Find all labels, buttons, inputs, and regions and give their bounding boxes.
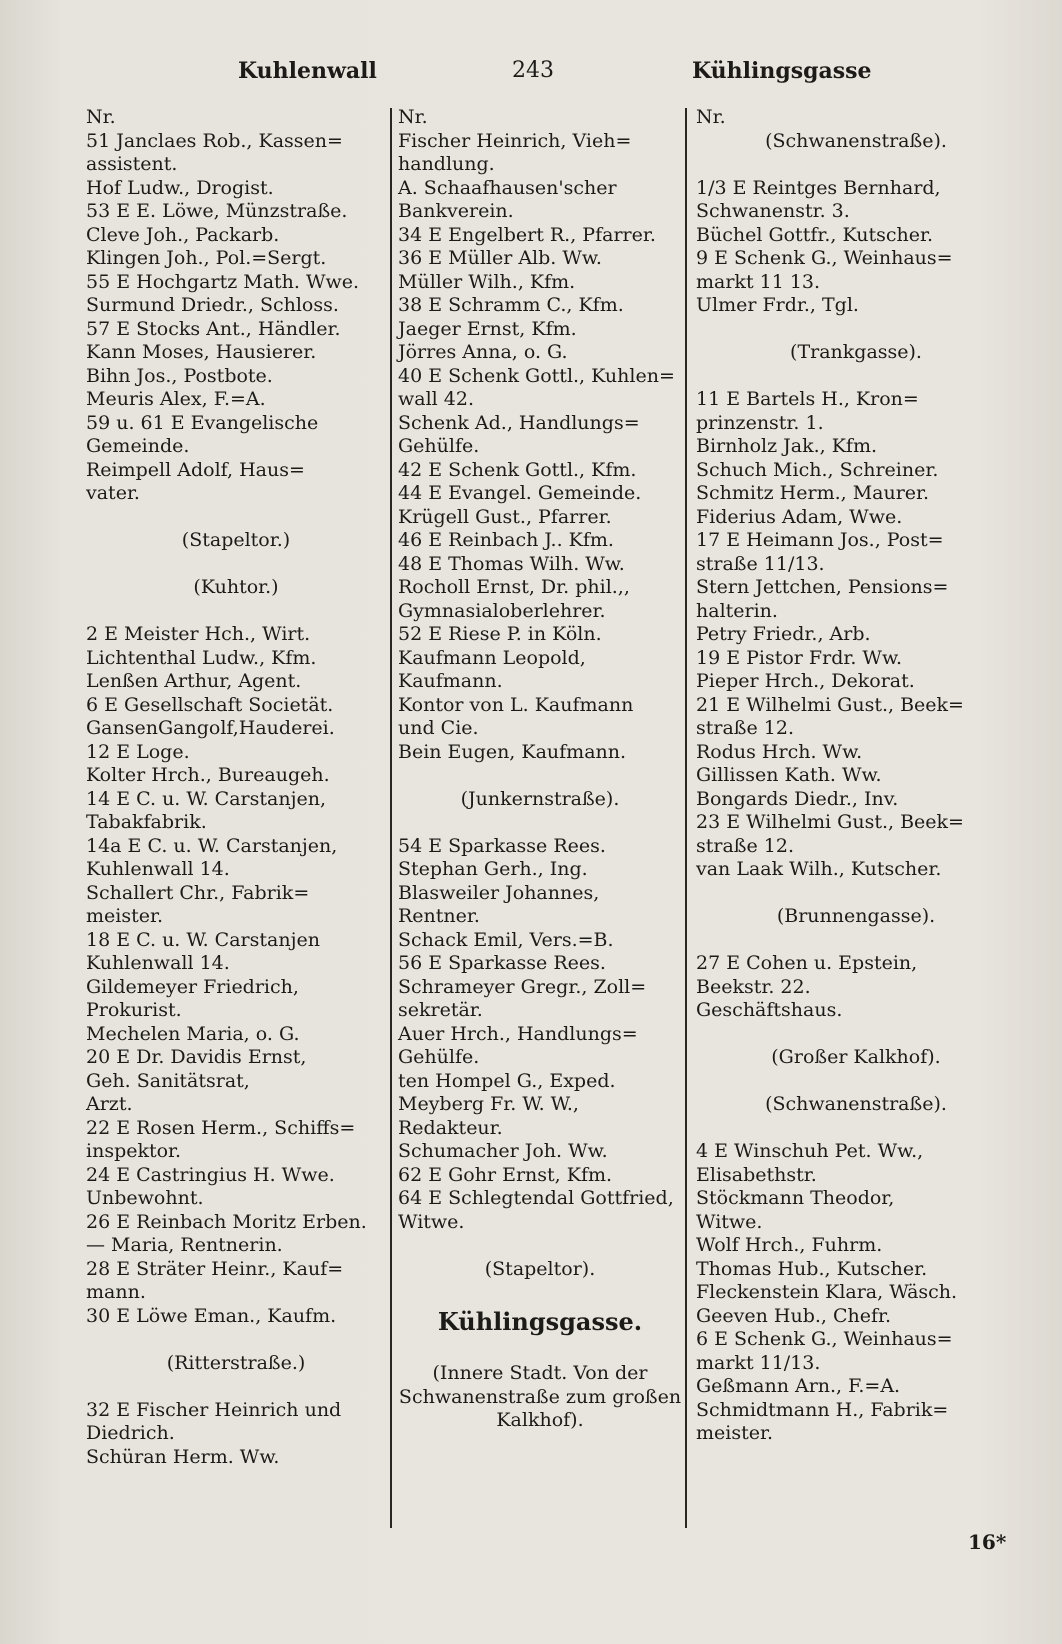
- directory-entry-line: Ulmer Frdr., Tgl.: [696, 294, 859, 316]
- spacer: [696, 1023, 1016, 1047]
- spacer: [86, 1375, 386, 1399]
- directory-entry-line: Thomas Hub., Kutscher.: [696, 1257, 928, 1280]
- directory-entry-line: Nr.: [398, 106, 428, 128]
- directory-entry-line: 53 E E. Löwe, Münzstraße.: [86, 200, 348, 222]
- directory-entry-line: 24 E Castringius H. Wwe.: [86, 1163, 335, 1186]
- directory-entry-line: Geßmann Arn., F.=A.: [696, 1375, 901, 1397]
- section-heading: (Innere Stadt. Von der: [432, 1362, 648, 1384]
- directory-entry-line: Gillissen Kath. Ww.: [696, 764, 882, 786]
- directory-entry-line: Gemeinde.: [86, 435, 190, 457]
- directory-entry-line: Schmidtmann H., Fabrik=: [696, 1398, 949, 1421]
- directory-entry-line: 54 E Sparkasse Rees.: [398, 834, 606, 857]
- directory-entry-line: Stephan Gerh., Ing.: [398, 858, 588, 880]
- directory-entry-line: Meyberg Fr. W. W.,: [398, 1093, 579, 1115]
- directory-entry-line: 21 E Wilhelmi Gust., Beek=: [696, 693, 964, 716]
- spacer: [696, 318, 1016, 342]
- directory-entry-line: Kolter Hrch., Bureaugeh.: [86, 764, 330, 786]
- directory-entry-line: Petry Friedr., Arb.: [696, 623, 871, 645]
- directory-entry-line: Lichtenthal Ludw., Kfm.: [86, 646, 317, 669]
- directory-entry-line: 56 E Sparkasse Rees.: [398, 952, 606, 974]
- section-heading: Schwanenstraße zum großen: [398, 1385, 682, 1408]
- directory-entry-line: 36 E Müller Alb. Ww.: [398, 247, 602, 269]
- directory-entry-line: sekretär.: [398, 999, 483, 1021]
- directory-entry-line: 64 E Schlegtendal Gottfried,: [398, 1187, 674, 1209]
- directory-entry-line: Jaeger Ernst, Kfm.: [398, 317, 577, 340]
- section-heading: (Brunnengasse).: [776, 905, 936, 927]
- column-middle: [398, 106, 682, 1433]
- directory-entry-line: wall 42.: [398, 388, 474, 410]
- column-left: [86, 106, 386, 1469]
- directory-entry-line: 6 E Gesellschaft Societät.: [86, 693, 334, 716]
- directory-entry-line: 51 Janclaes Rob., Kassen=: [86, 129, 343, 152]
- directory-entry-line: 34 E Engelbert R., Pfarrer.: [398, 223, 656, 246]
- directory-entry-line: 46 E Reinbach J.. Kfm.: [398, 529, 614, 551]
- directory-entry-line: Geeven Hub., Chefr.: [696, 1304, 892, 1327]
- directory-entry-line: 38 E Schramm C., Kfm.: [398, 294, 624, 316]
- header-right-street: Kühlingsgasse: [692, 58, 872, 84]
- directory-entry-line: 40 E Schenk Gottl., Kuhlen=: [398, 364, 675, 387]
- directory-entry-line: assistent.: [86, 153, 178, 175]
- directory-entry-line: Reimpell Adolf, Haus=: [86, 458, 305, 481]
- directory-entry-line: Beekstr. 22.: [696, 975, 811, 998]
- directory-entry-line: meister.: [86, 905, 164, 927]
- directory-entry-line: Diedrich.: [86, 1422, 175, 1444]
- directory-entry-line: — Maria, Rentnerin.: [86, 1234, 283, 1256]
- directory-entry-line: Bongards Diedr., Inv.: [696, 787, 899, 810]
- directory-entry-line: Witwe.: [398, 1210, 465, 1233]
- directory-entry-line: 2 E Meister Hch., Wirt.: [86, 623, 311, 645]
- column-divider-1: [390, 108, 392, 1528]
- directory-entry-line: 19 E Pistor Frdr. Ww.: [696, 646, 903, 669]
- directory-entry-line: Schuch Mich., Schreiner.: [696, 458, 939, 481]
- directory-entry-line: A. Schaafhausen'scher: [398, 176, 617, 199]
- directory-entry-line: Schwanenstr. 3.: [696, 200, 850, 222]
- directory-entry-line: Kuhlenwall 14.: [86, 952, 230, 974]
- directory-entry-line: Rentner.: [398, 905, 480, 927]
- page-header: [0, 58, 1062, 94]
- page-number: 243: [512, 58, 554, 83]
- directory-entry-line: 62 E Gohr Ernst, Kfm.: [398, 1163, 613, 1186]
- directory-entry-line: 22 E Rosen Herm., Schiffs=: [86, 1116, 356, 1139]
- directory-entry-line: 4 E Winschuh Pet. Ww.,: [696, 1140, 924, 1162]
- section-heading: Kalkhof).: [496, 1409, 584, 1431]
- sheet-signature-mark: 16*: [968, 1530, 1007, 1554]
- directory-entry-line: Wolf Hrch., Fuhrm.: [696, 1234, 883, 1256]
- directory-entry-line: prinzenstr. 1.: [696, 411, 824, 434]
- directory-entry-line: Jörres Anna, o. G.: [398, 341, 568, 363]
- directory-entry-line: halterin.: [696, 599, 778, 622]
- directory-entry-line: Gildemeyer Friedrich,: [86, 975, 299, 998]
- directory-entry-line: Schenk Ad., Handlungs=: [398, 411, 640, 434]
- directory-entry-line: 23 E Wilhelmi Gust., Beek=: [696, 811, 964, 833]
- directory-entry-line: 32 E Fischer Heinrich und: [86, 1398, 342, 1421]
- directory-entry-line: Schumacher Joh. Ww.: [398, 1140, 608, 1162]
- directory-entry-line: straße 11/13.: [696, 552, 825, 575]
- directory-entry-line: ten Hompel G., Exped.: [398, 1069, 616, 1092]
- directory-entry-line: Lenßen Arthur, Agent.: [86, 670, 302, 692]
- spacer: [696, 882, 1016, 906]
- directory-entry-line: Birnholz Jak., Kfm.: [696, 435, 878, 457]
- directory-entry-line: Auer Hrch., Handlungs=: [398, 1022, 638, 1045]
- directory-entry-line: Arzt.: [86, 1093, 133, 1115]
- directory-entry-line: meister.: [696, 1422, 774, 1444]
- directory-entry-line: Elisabethstr.: [696, 1163, 817, 1186]
- directory-entry-line: mann.: [86, 1281, 146, 1303]
- directory-entry-line: Geschäftshaus.: [696, 999, 843, 1021]
- section-heading: (Junkernstraße).: [460, 787, 620, 810]
- directory-entry-line: Gehülfe.: [398, 1046, 480, 1068]
- spacer: [696, 1070, 1016, 1094]
- directory-entry-line: Gymnasialoberlehrer.: [398, 599, 606, 622]
- spacer: [398, 764, 682, 788]
- directory-entry-line: Fiderius Adam, Wwe.: [696, 505, 903, 528]
- directory-entry-line: Bihn Jos., Postbote.: [86, 364, 273, 387]
- directory-entry-line: 18 E C. u. W. Carstanjen: [86, 928, 320, 951]
- directory-entry-line: 57 E Stocks Ant., Händler.: [86, 317, 341, 340]
- directory-entry-line: 27 E Cohen u. Epstein,: [696, 952, 918, 974]
- section-heading: (Stapeltor).: [484, 1257, 596, 1280]
- directory-entry-line: und Cie.: [398, 717, 479, 739]
- header-left-street: Kuhlenwall: [238, 58, 377, 84]
- directory-entry-line: 9 E Schenk G., Weinhaus=: [696, 247, 953, 269]
- directory-entry-line: Redakteur.: [398, 1116, 503, 1139]
- directory-entry-line: 55 E Hochgartz Math. Wwe.: [86, 270, 360, 293]
- directory-entry-line: 42 E Schenk Gottl., Kfm.: [398, 458, 637, 481]
- directory-entry-line: Fischer Heinrich, Vieh=: [398, 129, 632, 152]
- spacer: [696, 365, 1016, 389]
- directory-entry-line: GansenGangolf,Hauderei.: [86, 717, 335, 739]
- spacer: [86, 600, 386, 624]
- directory-entry-line: 17 E Heimann Jos., Post=: [696, 529, 944, 551]
- directory-entry-line: Kaufmann.: [398, 670, 503, 692]
- directory-entry-line: Surmund Driedr., Schloss.: [86, 294, 339, 316]
- directory-entry-line: Fleckenstein Klara, Wäsch.: [696, 1281, 958, 1303]
- section-heading: (Trankgasse).: [790, 341, 922, 363]
- directory-entry-line: Rodus Hrch. Ww.: [696, 740, 863, 763]
- directory-entry-line: 30 E Löwe Eman., Kaufm.: [86, 1304, 337, 1327]
- column-divider-2: [685, 108, 687, 1528]
- directory-entry-line: Cleve Joh., Packarb.: [86, 223, 280, 246]
- directory-entry-line: Nr.: [86, 106, 116, 128]
- section-heading: (Ritterstraße.): [166, 1351, 306, 1374]
- directory-entry-line: 26 E Reinbach Moritz Erben.: [86, 1210, 367, 1233]
- section-heading: (Schwanenstraße).: [765, 1093, 947, 1115]
- spacer: [86, 1328, 386, 1352]
- section-heading: (Großer Kalkhof).: [771, 1046, 941, 1068]
- directory-entry-line: Stöckmann Theodor,: [696, 1187, 895, 1209]
- section-heading: (Stapeltor.): [181, 529, 291, 551]
- section-heading: (Kuhtor.): [193, 576, 279, 598]
- directory-entry-line: Schüran Herm. Ww.: [86, 1445, 280, 1468]
- directory-entry-line: 48 E Thomas Wilh. Ww.: [398, 552, 625, 575]
- directory-entry-line: 11 E Bartels H., Kron=: [696, 388, 919, 410]
- spacer: [398, 1234, 682, 1258]
- directory-entry-line: Kuhlenwall 14.: [86, 858, 230, 880]
- directory-entry-line: Rocholl Ernst, Dr. phil.,,: [398, 576, 630, 598]
- directory-entry-line: straße 12.: [696, 717, 794, 739]
- directory-entry-line: Blasweiler Johannes,: [398, 881, 600, 904]
- directory-entry-line: 20 E Dr. Davidis Ernst,: [86, 1046, 307, 1068]
- spacer: [86, 506, 386, 530]
- directory-entry-line: Meuris Alex, F.=A.: [86, 388, 266, 410]
- directory-entry-line: Witwe.: [696, 1210, 763, 1233]
- directory-entry-line: Pieper Hrch., Dekorat.: [696, 670, 915, 692]
- directory-entry-line: handlung.: [398, 153, 495, 175]
- directory-entry-line: Geh. Sanitätsrat,: [86, 1069, 250, 1092]
- spacer: [86, 553, 386, 577]
- directory-entry-line: straße 12.: [696, 834, 794, 857]
- directory-entry-line: Kontor von L. Kaufmann: [398, 693, 634, 716]
- column-right: [696, 106, 1016, 1446]
- directory-entry-line: Hof Ludw., Drogist.: [86, 176, 274, 199]
- directory-entry-line: Bankverein.: [398, 200, 514, 222]
- directory-entry-line: Mechelen Maria, o. G.: [86, 1022, 300, 1045]
- directory-entry-line: Schrameyer Gregr., Zoll=: [398, 975, 647, 998]
- directory-entry-line: 59 u. 61 E Evangelische: [86, 411, 319, 434]
- directory-entry-line: Schmitz Herm., Maurer.: [696, 482, 930, 504]
- directory-entry-line: van Laak Wilh., Kutscher.: [696, 858, 942, 880]
- directory-entry-line: Stern Jettchen, Pensions=: [696, 576, 949, 598]
- directory-entry-line: markt 11 13.: [696, 270, 821, 293]
- spacer: [696, 1117, 1016, 1141]
- directory-entry-line: Müller Wilh., Kfm.: [398, 270, 576, 293]
- directory-entry-line: Schallert Chr., Fabrik=: [86, 881, 310, 904]
- directory-entry-line: Schack Emil, Vers.=B.: [398, 928, 614, 951]
- directory-entry-line: 28 E Sträter Heinr., Kauf=: [86, 1257, 344, 1280]
- directory-entry-line: Bein Eugen, Kaufmann.: [398, 740, 627, 763]
- directory-entry-line: Tabakfabrik.: [86, 811, 207, 833]
- directory-entry-line: markt 11/13.: [696, 1351, 821, 1374]
- directory-entry-line: Nr.: [696, 106, 726, 128]
- spacer: [398, 811, 682, 835]
- directory-entry-line: 12 E Loge.: [86, 740, 190, 763]
- spacer: [696, 929, 1016, 953]
- directory-entry-line: Prokurist.: [86, 999, 182, 1021]
- directory-entry-line: 14 E C. u. W. Carstanjen,: [86, 787, 326, 810]
- directory-entry-line: 6 E Schenk G., Weinhaus=: [696, 1328, 953, 1350]
- directory-entry-line: Krügell Gust., Pfarrer.: [398, 505, 612, 528]
- directory-entry-line: 14a E C. u. W. Carstanjen,: [86, 834, 338, 857]
- section-heading: (Schwanenstraße).: [765, 129, 947, 152]
- section-heading: Kühlingsgasse.: [437, 1306, 643, 1336]
- directory-entry-line: 52 E Riese P. in Köln.: [398, 623, 602, 645]
- directory-entry-line: vater.: [86, 482, 140, 504]
- spacer: [696, 153, 1016, 177]
- directory-entry-line: Kann Moses, Hausierer.: [86, 341, 317, 363]
- directory-entry-line: Unbewohnt.: [86, 1187, 204, 1209]
- spacer: [398, 1339, 682, 1363]
- directory-entry-line: 1/3 E Reintges Bernhard,: [696, 176, 941, 199]
- directory-entry-line: Gehülfe.: [398, 435, 480, 457]
- directory-entry-line: Klingen Joh., Pol.=Sergt.: [86, 247, 327, 269]
- directory-entry-line: Kaufmann Leopold,: [398, 646, 586, 669]
- spacer: [398, 1281, 682, 1305]
- directory-entry-line: 44 E Evangel. Gemeinde.: [398, 482, 642, 504]
- directory-entry-line: inspektor.: [86, 1140, 182, 1162]
- directory-entry-line: Büchel Gottfr., Kutscher.: [696, 223, 934, 246]
